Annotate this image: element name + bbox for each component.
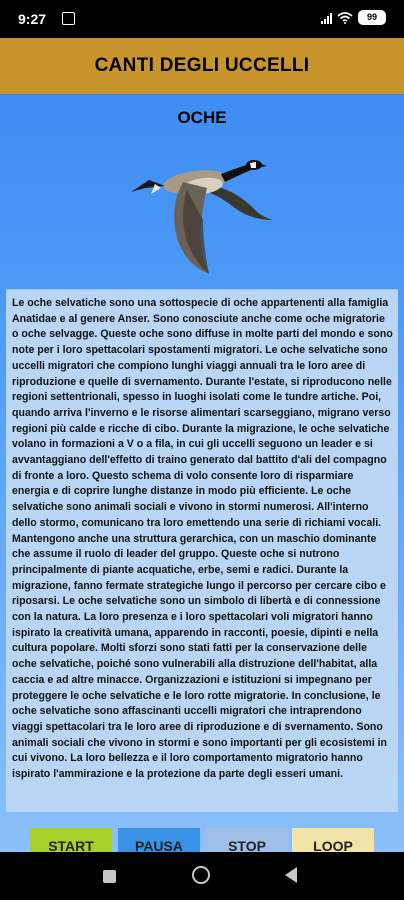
description-panel[interactable] xyxy=(6,289,398,812)
description-text: Le oche selvatiche sono una sottospecie di oche appartenenti alla famiglia Anatidae e al genere Anser. Sono conosciute anche come oche migratorie o oche selvagge. Queste oche sono diffuse in molte parti del mondo e sono note per i loro spettacolari spostamenti migratori. Le oche selvatiche sono uccelli migratori che compiono lunghi viaggi annuali tra le loro aree di riproduzione e quelle di svernamento. Durante l'estate, si riproducono nelle regioni settentrionali, spesso in luoghi isolati come le tundre artiche. Poi, quando arriva l'inverno e le risorse alimentari scarseggiano, migrano verso regioni più calde e ricche di cibo. Durante la migrazione, le oche selvatiche volano in formazioni a V o a fila, in cui gli uccelli seguono un leader e si avvantaggiano dell'effetto di traino generato dal battito d'ali del compagno di fronte a loro. Questo schema di volo consente loro di risparmiare energia e di coprire lunghe distanze in modo più efficiente. Le oche selvatiche sono animali sociali e vivono in stormi numerosi. All'interno dello stormo, comunicano tra loro emettendo una serie di richiami vocali. Mantengono anche una struttura gerarchica, con un maschio dominante che assume il ruolo di leader del gruppo. Queste oche si nutrono principalmente di piante acquatiche, erbe, semi e radici. Durante la migrazione, fanno fermate strategiche lungo il percorso per cercare cibo e riposarsi. Le oche selvatiche sono un simbolo di libertà e di connessione con la natura. La loro presenza e i loro spettacolari voli migratori hanno ispirato la creatività umana, apparendo in racconti, poesie, dipinti e nella cultura popolare. Molti sforzi sono stati fatti per la conservazione delle oche selvatiche, poiché sono vulnerabili alla distruzione dell'habitat, alla caccia e ad altre minacce. Organizzazioni e istituzioni si impegnano per proteggere le oche selvatiche e le loro rotte migratorie. In conclusione, le oche selvatiche sono affascinanti uccelli migratori che intraprendono viaggi spettacolari tra le loro aree di riproduzione e di svernamento. Sono animali sociali che vivono in stormi e sono importanti per gli ecosistemi in cui vivono. La loro bellezza e il loro comportamento migratorio hanno ispirato l'ammirazione e la protezione da parte degli esseri umani. xyxy=(12,297,393,781)
section-title: OCHE xyxy=(177,108,227,127)
goose-photo xyxy=(125,146,285,278)
home-icon[interactable] xyxy=(192,866,210,884)
navigation-bar xyxy=(0,852,404,900)
pause-button[interactable]: PAUSA xyxy=(118,828,200,852)
app-title: CANTI DEGLI UCCELLI xyxy=(94,55,310,76)
recents-icon[interactable] xyxy=(103,870,116,883)
main-content[interactable] xyxy=(0,94,404,852)
loop-button[interactable]: LOOP xyxy=(292,828,374,852)
stop-button[interactable]: STOP xyxy=(206,828,288,852)
back-icon[interactable] xyxy=(285,867,297,883)
wifi-icon xyxy=(337,12,353,24)
app-bar xyxy=(0,38,404,94)
status-time: 9:27 xyxy=(18,11,47,27)
start-button[interactable]: START xyxy=(30,828,112,852)
status-icons xyxy=(321,10,386,25)
notification-icon xyxy=(62,12,75,25)
signal-icon xyxy=(321,12,332,24)
battery-icon: 99 xyxy=(358,10,386,25)
player-controls xyxy=(30,828,380,852)
status-bar xyxy=(0,0,404,38)
